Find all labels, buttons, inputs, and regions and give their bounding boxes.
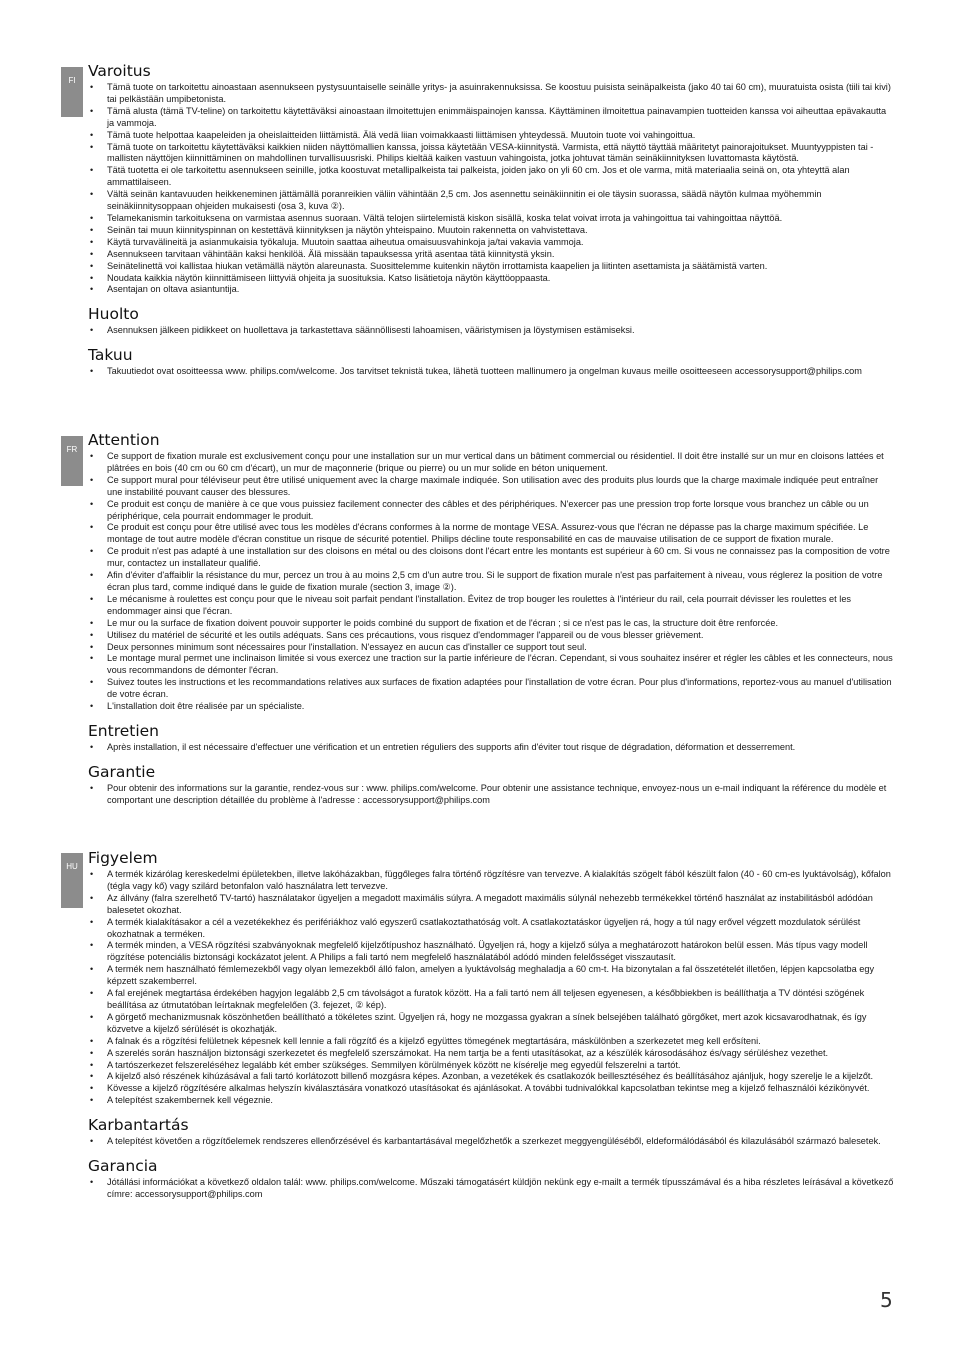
list-item: • Telamekanismin tarkoituksena on varmistaa asennus suoraan. Vältä telojen siirtelemistä kiskon sisällä, koska telat voivat irrota ja vahingoittua tai vahingoittaa näyttöä. [88,213,894,225]
list-fr-warnings [88,451,894,713]
list-item: • Tätä tuotetta ei ole tarkoitettu asennukseen seinille, jotka koostuvat metallipalkeista tai palkeista, joiden jako on yli 60 cm. Jos et ole varma, mitä materiaalia seinä on, ota yhteyttä alan ammattilaiseen. [88,165,894,189]
list-item: • Käytä turvavälineitä ja asianmukaisia työkaluja. Muutoin saattaa aiheutua omaisuusvahinkoja ja/tai vakavia vammoja. [88,237,894,249]
list-item: • A termék kialakításakor a cél a vezetékekhez és perifériákhoz való egyszerű csatlakoztathatóság volt. A csatlakoztatáskor ügyeljen rá, hogy a túl nagy erővel végzett mozdulatok sérülést okozhatnak a terméken. [88,917,894,941]
list-item: • Le mur ou la surface de fixation doivent pouvoir supporter le poids combiné du support de fixation et de l'écran ; si ce n'est pas le cas, la structure doit être renforcée. [88,618,894,630]
list-item: • A görgető mechanizmusnak köszönhetően beállítható a tökéletes szint. Ügyeljen rá, hogy ne mozgassa gyakran a sínek belsejében található görgőket, mert azok kicsavarodhatnak, és így közvetve a kijelző sérülését is okozhatják. [88,1012,894,1036]
list-fi-warranty [88,366,894,378]
list-item: • A telepítést követően a rögzítőelemek rendszeres ellenőrzésével és karbantartásával megelőzhetők a szerkezet meggyengüléséből, eldeformálódásából és kilazulásából származó balesetek. [88,1136,894,1148]
list-item: • Asennukseen tarvitaan vähintään kaksi henkilöä. Älä missään tapauksessa yritä asentaa tätä kiinnitystä yksin. [88,249,894,261]
heading-takuu: Takuu [88,346,133,365]
heading-garantie: Garantie [88,762,156,781]
heading-garancia: Garancia [88,1157,158,1176]
section-fr [88,431,894,807]
list-item: • A falnak és a rögzítési felületnek képesnek kell lennie a fali rögzítő és a kijelző együttes tömegének megtartására, máskülönben a szerkezetet meg kell erősíteni. [88,1036,894,1048]
list-item: • Noudata kaikkia näytön kiinnittämiseen liittyviä ohjeita ja suosituksia. Katso lisätietoja näytön käyttöoppaasta. [88,273,894,285]
heading-attention: Attention [88,431,160,449]
list-fr-warranty [88,783,894,807]
list-item: • Seinätelinettä voi kallistaa hiukan vetämällä näytön alareunasta. Suosittelemme kuitenkin näytön irrottamista kaapelien ja liitinten asettamista ja säätämistä varten. [88,261,894,273]
section-hu [88,849,894,1201]
list-item: • Asennuksen jälkeen pidikkeet on huollettava ja tarkastettava säännöllisesti lahoamisen, vääristymisen ja löystymisen estämiseksi. [88,325,894,337]
list-item: • Ce produit est conçu de manière à ce que vous puissiez facilement connecter des câbles et des périphériques. N'exercer pas une pression trop forte lorsque vous branchez un câble ou un périphérique, cela pourrait endommager le produit. [88,499,894,523]
list-item: • Kövesse a kijelző rögzítésére alkalmas helyszín kiválasztására vonatkozó utasításokat és ajánlásokat. A további tudnivalókkal kapcsolatban tekintse meg a kijelző felhasználói kézikönyvét. [88,1083,894,1095]
list-item: • Ce support mural pour téléviseur peut être utilisé uniquement avec la charge maximale indiquée. Son utilisation avec des produits plus lourds que la charge maximale indiquée peut entraîner une instabilité pouvant causer des blessures. [88,475,894,499]
list-item: • Seinän tai muun kiinnityspinnan on kestettävä kiinnityksen ja näytön yhteispaino. Muutoin rakennetta on vahvistettava. [88,225,894,237]
list-fi-maintenance [88,325,894,337]
list-item: • Afin d'éviter d'affaiblir la résistance du mur, percez un trou à au moins 2,5 cm d'un autre trou. Si le support de fixation murale n'est pas parfaitement à niveau, vous réglerez la position de votre écran plus tard, comme indiqué dans le guide de fixation murale (section 3, image ②). [88,570,894,594]
list-item: • Ce produit est conçu pour être utilisé avec tous les modèles d'écrans conformes à la norme de montage VESA. Assurez-vous que l'écran ne dépasse pas la charge maximum spécifiée. Le montage de tout autre modèle d'écran constitue un risque de sécurité potentiel. Philips décline toute responsabilité en cas de mauvaise utilisation de ce support de fixation murale. [88,522,894,546]
list-item: • Suivez toutes les instructions et les recommandations relatives aux surfaces de fixation adaptées pour l'installation de votre écran. Pour plus d'informations, reportez-vous au manuel d'utilisation de votre écran. [88,677,894,701]
list-item: • Az állvány (falra szerelhető TV-tartó) használatakor ügyeljen a megadott maximális súlyra. A megadott maximális súlynál nehezebb termékekkel történő használat az instabilitásból adódóan balesetet okozhat. [88,893,894,917]
heading-karbantartas: Karbantartás [88,1116,189,1135]
list-item: • Asentajan on oltava asiantuntija. [88,284,894,296]
language-tab-fr: FR [61,436,83,486]
list-item: • Après installation, il est nécessaire d'effectuer une vérification et un entretien réguliers des supports afin d'éviter tout risque de dégradation, déformation et desserrement. [88,742,894,754]
list-item: • A tartószerkezet felszereléséhez legalább két ember szükséges. Semmilyen körülmények között ne kísérelje meg egyedül felszerelni a tartót. [88,1060,894,1072]
list-item: • A szerelés során használjon biztonsági szerkezetet és megfelelő szerszámokat. Ha nem tartja be a fenti utasításokat, az a készülék károsodásához és/vagy sérüléshez vezethet. [88,1048,894,1060]
list-item: • A telepítést szakembernek kell végeznie. [88,1095,894,1107]
list-item: • Vältä seinän kantavuuden heikkeneminen jättämällä poranreikien väliin vähintään 2,5 cm. Jos asennettu seinäkiinnitin ei ole täysin suorassa, säädä näytön kulmaa myöhemmin seinäkiinnitysoppaan ohjeiden mukaisesti (osa 3, kuva ②). [88,189,894,213]
language-tab-fi: FI [61,67,83,117]
list-item: • Jótállási információkat a következő oldalon talál: www. philips.com/welcome. Műszaki támogatásért küldjön nekünk egy e-mailt a termék típusszámával és a hiba részletes leírásával a következő címre: accessorysupport@philips.com [88,1177,894,1201]
list-item: • Takuutiedot ovat osoitteessa www. philips.com/welcome. Jos tarvitset teknistä tukea, lähetä tuotteen mallinumero ja ongelman kuvaus meille osoitteeseen accessorysupport@philips.com [88,366,894,378]
list-item: • Tämä tuote helpottaa kaapeleiden ja oheislaitteiden liittämistä. Älä vedä liian voimakkaasti liittämisen yhteydessä. Muutoin tuote voi vahingoittua. [88,130,894,142]
list-item: • Tämä tuote on tarkoitettu ainoastaan asennukseen pystysuuntaiselle seinälle yritys- ja asuinrakennuksissa. Se koostuu puisista seinäpalkeista (jako 40 tai 60 cm), muuratuista osista (tiili tai kivi) tai pelkästään umpibetonista. [88,82,894,106]
heading-figyelem: Figyelem [88,849,158,867]
language-tab-hu: HU [61,853,83,908]
list-item: • A termék minden, a VESA rögzítési szabványoknak megfelelő kijelzőtípushoz használható. Ügyeljen rá, hogy a kijelző súlya a meghatározott határokon belül essen. Más típus vagy modell rögzítése potenciális biztonsági kockázatot jelent. A Philips a fali tartó nem megfelelő használatából adódó minden felelősséget visszautasít. [88,940,894,964]
list-item: • Ce produit n'est pas adapté à une installation sur des cloisons en métal ou des cloisons dont l'écart entre les montants est supérieur à 60 cm. Si vous ne connaissez pas la composition de votre mur, contactez un installateur qualifié. [88,546,894,570]
list-item: • Tämä tuote on tarkoitettu käytettäväksi kaikkien niiden näyttömallien kanssa, joissa käytetään VESA-kiinnitystä. Varmista, että näyttö täyttää määritetyt painorajoitukset. Muuntyyppisten tai -mallisten näyttöjen kiinnittäminen on mahdollinen turvallisuusriski. Philips kieltää kaiken vastuun vahingoista, jotka johtuvat tämän seinäkiinnityksen luvattomasta käytöstä. [88,142,894,166]
list-item: • A termék nem használható fémlemezekből vagy olyan lemezekből álló falon, amelyen a lyuktávolság meghaladja a 60 cm-t. Ha bizonytalan a fal összetételét illetően, lépjen kapcsolatba egy képzett szakemberrel. [88,964,894,988]
list-item: • A kijelző alsó részének kihúzásával a fali tartó korlátozott billenő mozgásra képes. Azonban, a vezetékek és csatlakozók beillesztéséhez és beállításához ajánljuk, hogy szerelje le a kijelzőt. [88,1071,894,1083]
list-item: • Le mécanisme à roulettes est conçu pour que le niveau soit parfait pendant l'installation. Évitez de trop bouger les roulettes à l'intérieur du rail, cela pourrait dévisser les roulettes et les endommager ainsi que l'écran. [88,594,894,618]
list-item: • L'installation doit être réalisée par un spécialiste. [88,701,894,713]
list-item: • Le montage mural permet une inclinaison limitée si vous exercez une traction sur la partie inférieure de l'écran. Cependant, si vous souhaitez insérer et régler les câbles et les connecteurs, nous vous recommandons de démonter l'écran. [88,653,894,677]
page-number: 5 [880,1288,893,1312]
list-fi-warnings [88,82,894,296]
list-item: • A termék kizárólag kereskedelmi épületekben, illetve lakóházakban, függőleges falra történő rögzítésre van tervezve. A kialakítás szögelt fából készült falon (40 - 60 cm-es lyuktávolság), kőfalon (tégla vagy kő) vagy szilárd betonfalon való használatra lett tervezve. [88,869,894,893]
list-fr-maintenance [88,742,894,754]
list-item: • Ce support de fixation murale est exclusivement conçu pour une installation sur un mur vertical dans un bâtiment commercial ou résidentiel. Il doit être installé sur un mur en cloisons lattées et plâtrées en bois (40 cm ou 60 cm d'écart), un mur de maçonnerie (brique ou pierre) ou un mur solide en béton uniquement. [88,451,894,475]
list-item: • Deux personnes minimum sont nécessaires pour l'installation. N'essayez en aucun cas d'installer ce support tout seul. [88,642,894,654]
list-hu-maintenance [88,1136,894,1148]
heading-varoitus: Varoitus [88,62,151,80]
heading-huolto: Huolto [88,305,139,324]
list-hu-warnings [88,869,894,1107]
list-item: • Pour obtenir des informations sur la garantie, rendez-vous sur : www. philips.com/welcome. Pour obtenir une assistance technique, envoyez-nous un e-mail indiquant la référence du modèle et comportant une description détaillée du problème à l'adresse : accessorysupport@philips.com [88,783,894,807]
heading-entretien: Entretien [88,721,160,740]
list-hu-warranty [88,1177,894,1201]
list-item: • A fal erejének megtartása érdekében hagyjon legalább 2,5 cm távolságot a furatok között. Ha a fali tartó nem áll teljesen egyenesen, a későbbiekben is beállíthatja a TV döntési szögének beállítása az útmutatóban leírtaknak megfelelően (3. fejezet, ② kép). [88,988,894,1012]
list-item: • Tämä alusta (tämä TV-teline) on tarkoitettu käytettäväksi ainoastaan ilmoitettujen enimmäispainojen kanssa. Käyttäminen ilmoitettua painavampien tuotteiden kanssa voi aiheuttaa epävakautta ja vammoja. [88,106,894,130]
list-item: • Utilisez du matériel de sécurité et les outils adéquats. Sans ces précautions, vous risquez d'endommager l'appareil ou de vous blesser grièvement. [88,630,894,642]
section-fi [88,62,894,378]
